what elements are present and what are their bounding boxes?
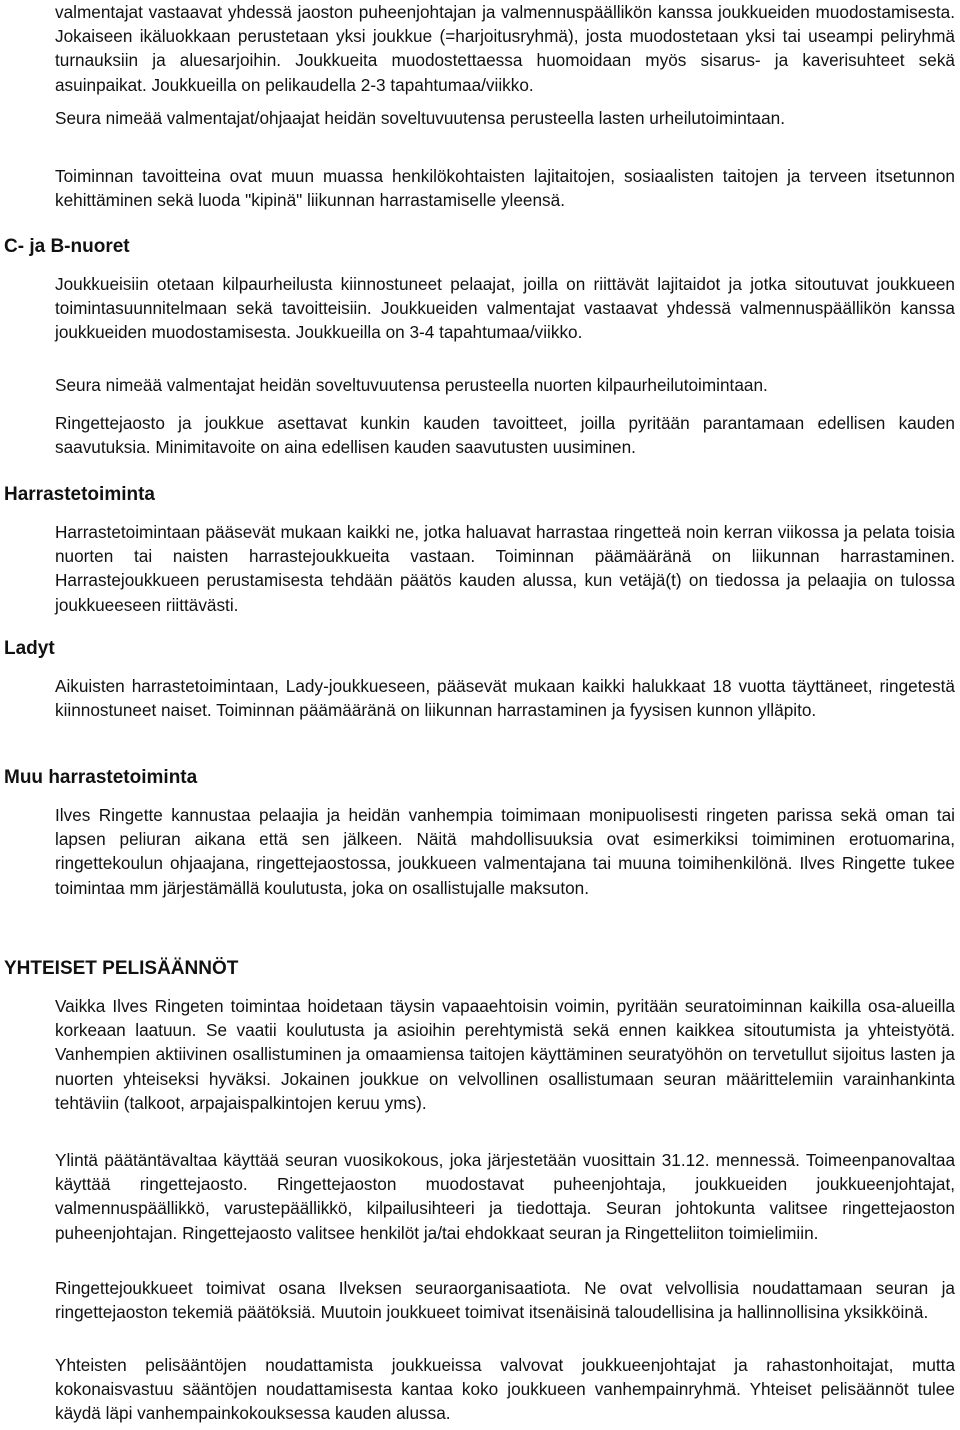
yhteiset-paragraph-2: Ylintä päätäntävaltaa käyttää seuran vuosikokous, joka järjestetään vuosittain 31.12. mennessä. Toimeenpanovaltaa käyttää ringettejaosto. Ringettejaoston muodostavat puheenjohtaja, joukkueiden joukkueenjohtajat, valmennuspäällikkö, varustepäällikkö, kilpailusihteeri ja tiedottaja. Seuran johtokunta valitsee ringettejaoston puheenjohtajan. Ringettejaosto valitsee henkilöt ja/tai ehdokkaat seuran ja Ringetteliiton toimielimiin. [55,1150,955,1243]
harrastetoiminta-paragraph: Harrastetoimintaan pääsevät mukaan kaikki ne, jotka haluavat harrastaa ringetteä noin kerran viikossa ja pelata toisia nuorten tai naisten harrastejoukkueita vastaan. Toiminnan päämääränä on liikunnan harrastaminen. Harrastejoukkueen perustamisesta tehdään päätös kauden alussa, kun vetäjä(t) on tiedossa ja pelaajia on tulossa joukkueeseen riittävästi. [55,522,955,615]
heading-harrastetoiminta: Harrastetoiminta [4,484,155,505]
intro-paragraph-2: Seura nimeää valmentajat/ohjaajat heidän soveltuvuutensa perusteella lasten urheilutoimintaan. [55,108,785,128]
c-b-nuoret-paragraph-3: Ringettejaosto ja joukkue asettavat kunkin kauden tavoitteet, joilla pyritään parantamaan edellisen kauden saavutuksia. Minimitavoite on aina edellisen kauden saavutusten uusiminen. [55,413,955,458]
muu-harrastetoiminta-paragraph: Ilves Ringette kannustaa pelaajia ja heidän vanhempia toimimaan monipuolisesti ringeten parissa sekä oman tai lapsen peliuran aikana että sen jälkeen. Näitä mahdollisuuksia ovat esimerkiksi toimiminen erotuomarina, ringettekoulun ohjaajana, ringettejaostossa, joukkueen valmentajana tai muuna toimihenkilönä. Ilves Ringette tukee toimintaa mm järjestämällä koulutusta, joka on osallistujalle maksuton. [55,805,955,898]
yhteiset-paragraph-3: Ringettejoukkueet toimivat osana Ilveksen seuraorganisaatiota. Ne ovat velvollisia noudattamaan seuran ja ringettejaoston tekemiä päätöksiä. Muutoin joukkueet toimivat itsenäisinä taloudellisina ja hallinnollisina yksikköinä. [55,1278,955,1323]
heading-ladyt: Ladyt [4,638,55,659]
heading-yhteiset-pelisaannot: YHTEISET PELISÄÄNNÖT [4,958,239,979]
intro-paragraph-1: valmentajat vastaavat yhdessä jaoston puheenjohtajan ja valmennuspäällikön kanssa joukkueiden muodostamisesta. Jokaiseen ikäluokkaan perustetaan yksi joukkue (=harjoitusryhmä), josta muodostetaan yksi tai useampi peliryhmä turnauksiin ja aluesarjoihin. Joukkueita muodostettaessa huomoidaan myös sisarus- ja kaverisuhteet sekä asuinpaikat. Joukkueilla on pelikaudella 2-3 tapahtumaa/viikko. [55,2,955,95]
intro-paragraph-3: Toiminnan tavoitteina ovat muun muassa henkilökohtaisten lajitaitojen, sosiaalisten taitojen ja terveen itsetunnon kehittäminen sekä luoda "kipinä" liikunnan harrastamiselle yleensä. [55,166,955,211]
ladyt-paragraph: Aikuisten harrastetoimintaan, Lady-joukkueseen, pääsevät mukaan kaikki halukkaat 18 vuotta täyttäneet, ringetestä kiinnostuneet naiset. Toiminnan päämääränä on liikunnan harrastaminen ja fyysisen kunnon ylläpito. [55,676,955,721]
heading-c-b-nuoret: C- ja B-nuoret [4,236,130,257]
c-b-nuoret-paragraph-1: Joukkueisiin otetaan kilpaurheilusta kiinnostuneet pelaajat, joilla on riittävät lajitaidot ja jotka sitoutuvat joukkueen toimintasuunnitelmaan sekä tavoitteisiin. Joukkueiden valmentajat vastaavat yhdessä valmennuspäällikön kanssa joukkueiden muodostamisesta. Joukkueilla on 3-4 tapahtumaa/viikko. [55,274,955,343]
heading-muu-harrastetoiminta: Muu harrastetoiminta [4,767,198,788]
c-b-nuoret-paragraph-2: Seura nimeää valmentajat heidän soveltuvuutensa perusteella nuorten kilpaurheilutoimintaan. [55,375,768,395]
yhteiset-paragraph-1: Vaikka Ilves Ringeten toimintaa hoidetaan täysin vapaaehtoisin voimin, pyritään seuratoiminnan kaikilla osa-alueilla korkeaan laatuun. Se vaatii koulutusta ja asioihin perehtymistä sekä ennen kaikkea sitoutumista ja yhteistyötä. Vanhempien aktiivinen osallistuminen ja omaamiensa taitojen käyttäminen seuratyöhön on tervetullut sijoitus lasten ja nuorten yhteiseksi hyväksi. Jokainen joukkue on velvollinen osallistumaan seuran määrittelemiin varainhankinta tehtäviin (talkoot, arpajaispalkintojen keruu yms). [55,996,955,1113]
yhteiset-paragraph-4: Yhteisten pelisääntöjen noudattamista joukkueissa valvovat joukkueenjohtajat ja rahastonhoitajat, mutta kokonaisvastuu sääntöjen noudattamisesta kantaa koko joukkueen vanhempainryhmä. Yhteiset pelisäännöt tulee käydä läpi vanhempainkokouksessa kauden alussa. [55,1355,955,1424]
